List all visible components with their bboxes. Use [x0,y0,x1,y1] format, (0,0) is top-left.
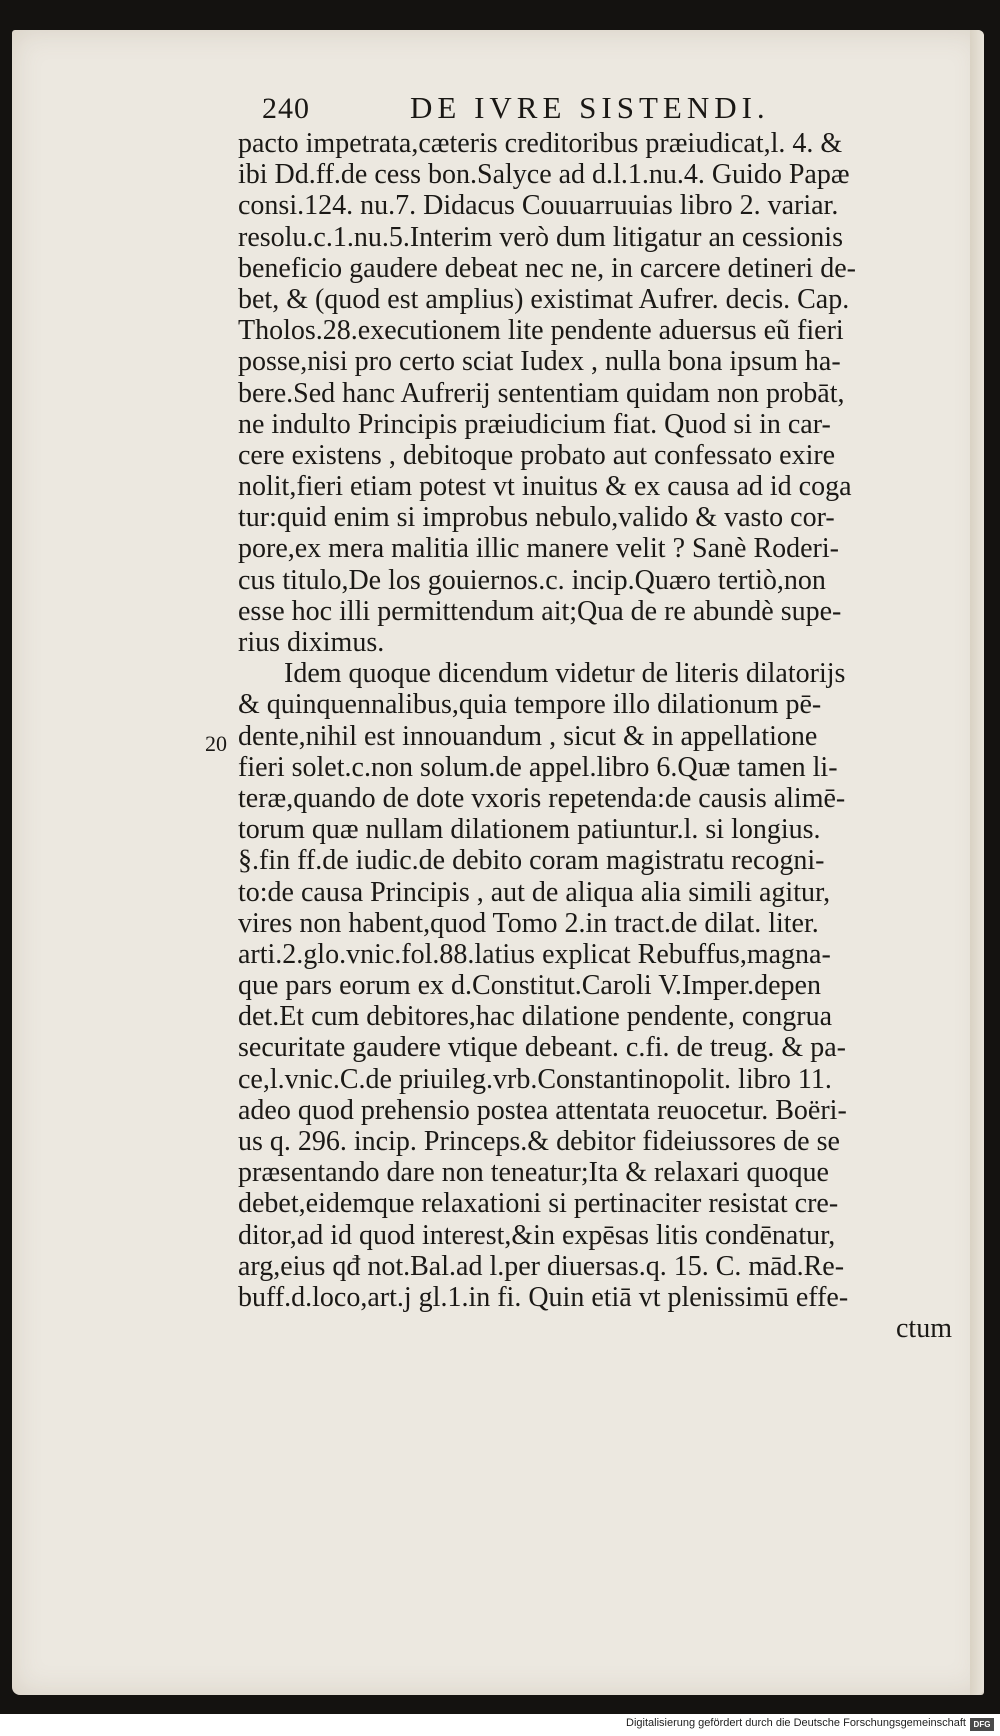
catchword: ctum [896,1313,952,1345]
text-line: securitate gaudere vtique debeant. c.fi. de treug. & pa- [238,1032,846,1064]
text-line: cere existens , debitoque probato aut confessato exire [238,439,836,471]
text-line: præsentando dare non teneatur;Ita & relaxari quoque [238,1157,829,1189]
text-line: Tholos.28.executionem lite pendente aduersus eũ fieri [238,315,844,347]
text-line: ditor,ad id quod interest,&in expēsas litis condēnatur, [238,1219,836,1251]
text-line: ibi Dd.ff.de cess bon.Salyce ad d.l.1.nu.4. Guido Papæ [238,159,850,191]
text-line: ce,l.vnic.C.de priuileg.vrb.Constantinopolit. libro 11. [238,1063,832,1095]
text-line: fieri solet.c.non solum.de appel.libro 6.Quæ tamen li- [238,751,838,783]
text-line: & quinquennalibus,quia tempore illo dilationum pē- [238,689,822,721]
text-line: §.fin ff.de iudic.de debito coram magistratu recogni- [238,845,825,877]
text-line: posse,nisi pro certo sciat Iudex , nulla bona ipsum ha- [238,346,841,378]
text-line: buff.d.loco,art.j gl.1.in fi. Quin etiā vt plenissimū effe- [238,1281,849,1313]
body-text [238,128,968,1344]
text-line: tur:quid enim si improbus nebulo,valido & vasto cor- [238,502,835,534]
text-line: arg,eius qđ not.Bal.ad l.per diuersas.q. 15. C. mād.Re- [238,1250,845,1282]
running-title: DE IVRE SISTENDI. [410,90,770,125]
text-line: torum quæ nullam dilationem patiuntur.l. si longius. [238,814,821,846]
text-line: pore,ex mera malitia illic manere velit ? Sanè Roderi- [238,533,839,565]
text-line: bere.Sed hanc Aufrerij sententiam quidam non probāt, [238,377,845,409]
text-line: arti.2.glo.vnic.fol.88.latius explicat Rebuffus,magna- [238,938,831,970]
text-line: adeo quod prehensio postea attentata reuocetur. Boëri- [238,1094,847,1126]
text-line: debet,eidemque relaxationi si pertinaciter resistat cre- [238,1188,839,1220]
margin-line-number: 20 [205,731,227,756]
text-line: beneficio gaudere debeat nec ne, in carcere detineri de- [238,252,856,284]
text-line: rius diximus. [238,627,385,658]
text-line: det.Et cum debitores,hac dilatione pendente, congrua [238,1001,833,1033]
text-line: nolit,fieri etiam potest vt inuitus & ex causa ad id coga [238,471,852,503]
text-line: resolu.c.1.nu.5.Interim verò dum litigatur an cessionis [238,221,843,253]
text-line: us q. 296. incip. Princeps.& debitor fideiussores de se [238,1126,840,1157]
funding-credit: Digitalisierung gefördert durch die Deutsche Forschungsgemeinschaft [626,1717,966,1729]
page-number: 240 [262,92,310,125]
text-line: consi.124. nu.7. Didacus Couuarruuias libro 2. variar. [238,190,839,222]
paragraph-start-line: Idem quoque dicendum videtur de literis dilatorijs [284,658,846,690]
text-line: bet, & (quod est amplius) existimat Aufrer. decis. Cap. [238,283,850,315]
text-line: dente,nihil est innouandum , sicut & in appellatione [238,720,818,752]
text-line: pacto impetrata,cæteris creditoribus præiudicat,l. 4. & [238,128,843,159]
text-line: teræ,quando de dote vxoris repetenda:de causis alimē- [238,782,846,814]
page-gutter [970,30,984,1695]
dfg-logo: DFG [970,1718,994,1731]
text-line: to:de causa Principis , aut de aliqua alia simili agitur, [238,876,831,908]
text-line: ne indulto Principis præiudicium fiat. Quod si in car- [238,408,831,440]
text-line: esse hoc illi permittendum ait;Qua de re abundè supe- [238,595,842,627]
text-line: que pars eorum ex d.Constitut.Caroli V.Imper.depen [238,970,821,1002]
running-head [262,92,822,132]
digitization-footer [0,1714,1000,1736]
text-line: cus titulo,De los gouiernos.c. incip.Quæro tertiò,non [238,564,826,596]
text-line: vires non habent,quod Tomo 2.in tract.de dilat. liter. [238,907,819,939]
